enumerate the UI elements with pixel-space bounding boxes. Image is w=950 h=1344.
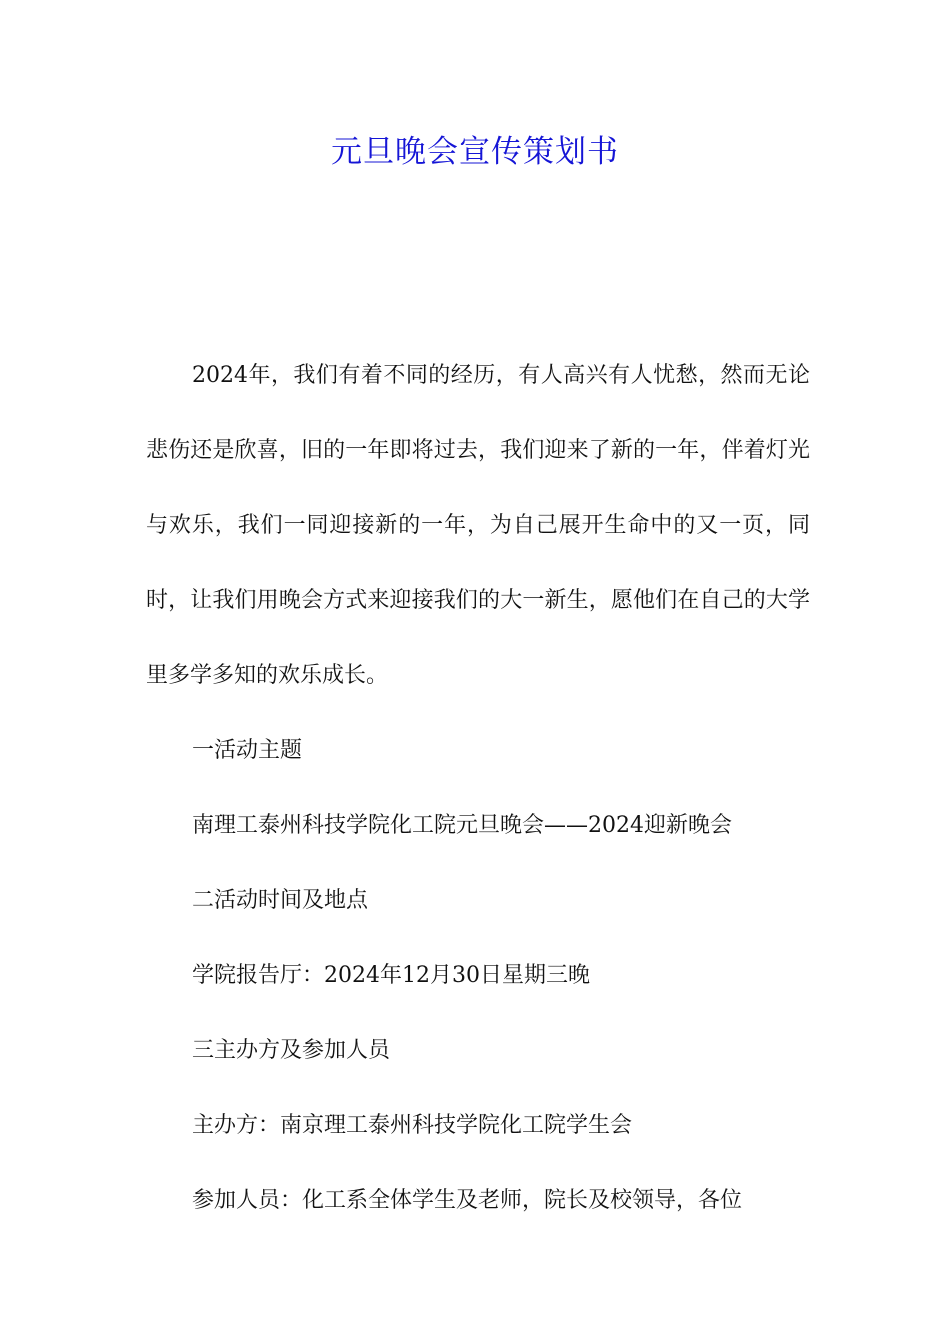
participants-paragraph: 参加人员：化工系全体学生及老师，院长及校领导，各位 xyxy=(192,1188,743,1213)
section-heading-organizers: 三主办方及参加人员 xyxy=(192,1038,391,1063)
document-title: 元旦晚会宣传策划书 xyxy=(331,134,619,170)
section-heading-time-place: 二活动时间及地点 xyxy=(192,888,369,913)
document-body xyxy=(146,338,810,1238)
theme-paragraph: 南理工泰州科技学院化工院元旦晚会——2024迎新晚会 xyxy=(192,813,732,838)
organizer-paragraph: 主办方：南京理工泰州科技学院化工院学生会 xyxy=(192,1113,633,1138)
intro-paragraph: 2024年，我们有着不同的经历，有人高兴有人忧愁，然而无论悲伤还是欣喜，旧的一年即将过去，我们迎来了新的一年，伴着灯光与欢乐，我们一同迎接新的一年，为自己展开生命中的又一页，同时，让我们用晚会方式来迎接我们的大一新生，愿他们在自己的大学里多学多知的欢乐成长。 xyxy=(146,363,810,688)
time-place-paragraph: 学院报告厅：2024年12月30日星期三晚 xyxy=(192,963,590,988)
section-heading-theme: 一活动主题 xyxy=(192,738,303,763)
